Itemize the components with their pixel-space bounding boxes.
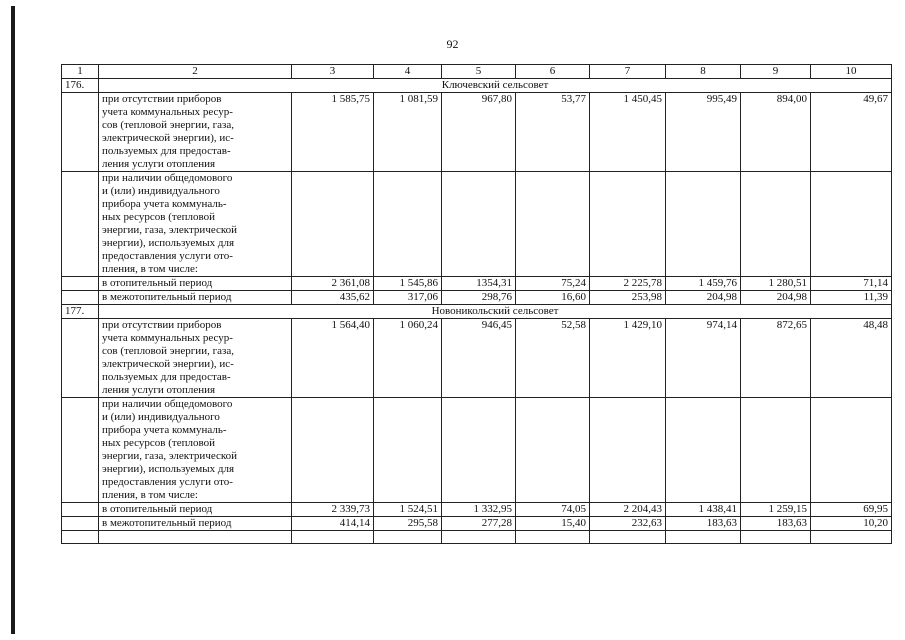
value-cell: 2 339,73: [292, 503, 374, 517]
value-cell: 974,14: [666, 319, 741, 398]
value-cell: 1 459,76: [666, 277, 741, 291]
empty-cell: [590, 531, 666, 544]
index-cell: [62, 398, 99, 503]
value-cell: 48,48: [811, 319, 892, 398]
value-cell: 74,05: [516, 503, 590, 517]
row-label: при отсутствии приборов учета коммунальных ресур- сов (тепловой энергии, газа, электрической энергии), ис- пользуемых для предостав- ления услуги отопления: [99, 93, 292, 172]
value-cell: 69,95: [811, 503, 892, 517]
index-cell: [62, 319, 99, 398]
value-cell: 946,45: [442, 319, 516, 398]
value-cell: 1 564,40: [292, 319, 374, 398]
column-header: 10: [811, 65, 892, 79]
value-cell: [516, 172, 590, 277]
empty-cell: [62, 531, 99, 544]
value-cell: [292, 172, 374, 277]
table-row: [62, 277, 892, 291]
value-cell: 1354,31: [442, 277, 516, 291]
section-header-row: [62, 305, 892, 319]
row-label: при наличии общедомового и (или) индивидуального прибора учета коммуналь- ных ресурсов (тепловой энергии, газа, электрической энергии), используемых для предоставления услуги ото- пления, в том числе:: [99, 398, 292, 503]
column-header: 5: [442, 65, 516, 79]
index-cell: [62, 93, 99, 172]
value-cell: 894,00: [741, 93, 811, 172]
section-region-name: Ключевский сельсовет: [99, 79, 892, 93]
value-cell: 204,98: [666, 291, 741, 305]
column-header: 2: [99, 65, 292, 79]
column-header: 7: [590, 65, 666, 79]
column-header: 8: [666, 65, 741, 79]
value-cell: [590, 398, 666, 503]
value-cell: [666, 172, 741, 277]
value-cell: 414,14: [292, 517, 374, 531]
value-cell: 1 060,24: [374, 319, 442, 398]
row-label: в межотопительный период: [99, 291, 292, 305]
value-cell: [442, 172, 516, 277]
value-cell: [374, 398, 442, 503]
index-cell: [62, 503, 99, 517]
empty-cell: [442, 531, 516, 544]
value-cell: 71,14: [811, 277, 892, 291]
column-header: 6: [516, 65, 590, 79]
value-cell: 2 361,08: [292, 277, 374, 291]
page-number: 92: [446, 37, 459, 51]
value-cell: 1 259,15: [741, 503, 811, 517]
value-cell: 872,65: [741, 319, 811, 398]
empty-cell: [99, 531, 292, 544]
value-cell: [516, 398, 590, 503]
index-cell: [62, 277, 99, 291]
value-cell: [666, 398, 741, 503]
value-cell: 2 204,43: [590, 503, 666, 517]
value-cell: 277,28: [442, 517, 516, 531]
table-bottom-row: [62, 531, 892, 544]
value-cell: 10,20: [811, 517, 892, 531]
value-cell: 16,60: [516, 291, 590, 305]
empty-cell: [374, 531, 442, 544]
table-row: [62, 398, 892, 503]
tariff-table: [61, 64, 892, 544]
value-cell: 1 081,59: [374, 93, 442, 172]
index-cell: [62, 172, 99, 277]
table-row: [62, 172, 892, 277]
section-index: 177.: [62, 305, 99, 319]
value-cell: 15,40: [516, 517, 590, 531]
empty-cell: [292, 531, 374, 544]
value-cell: 183,63: [741, 517, 811, 531]
row-label: в межотопительный период: [99, 517, 292, 531]
column-header: 3: [292, 65, 374, 79]
column-header: 1: [62, 65, 99, 79]
value-cell: [741, 398, 811, 503]
value-cell: 298,76: [442, 291, 516, 305]
row-label: в отопительный период: [99, 277, 292, 291]
value-cell: 995,49: [666, 93, 741, 172]
value-cell: 2 225,78: [590, 277, 666, 291]
value-cell: [590, 172, 666, 277]
value-cell: [442, 398, 516, 503]
value-cell: 232,63: [590, 517, 666, 531]
table-row: [62, 517, 892, 531]
table-row: [62, 291, 892, 305]
value-cell: 53,77: [516, 93, 590, 172]
value-cell: 1 585,75: [292, 93, 374, 172]
value-cell: 435,62: [292, 291, 374, 305]
empty-cell: [516, 531, 590, 544]
section-header-row: [62, 79, 892, 93]
column-number-row: [62, 65, 892, 79]
section-region-name: Новоникольский сельсовет: [99, 305, 892, 319]
value-cell: 52,58: [516, 319, 590, 398]
value-cell: 1 450,45: [590, 93, 666, 172]
row-label: при наличии общедомового и (или) индивидуального прибора учета коммуналь- ных ресурсов (тепловой энергии, газа, электрической энергии), используемых для предоставления услуги ото- пления, в том числе:: [99, 172, 292, 277]
empty-cell: [811, 531, 892, 544]
value-cell: 967,80: [442, 93, 516, 172]
value-cell: [374, 172, 442, 277]
value-cell: [292, 398, 374, 503]
index-cell: [62, 517, 99, 531]
page-edge-bar: [11, 6, 15, 634]
column-header: 9: [741, 65, 811, 79]
value-cell: [811, 398, 892, 503]
table-row: [62, 93, 892, 172]
value-cell: 75,24: [516, 277, 590, 291]
value-cell: 183,63: [666, 517, 741, 531]
column-header: 4: [374, 65, 442, 79]
value-cell: 49,67: [811, 93, 892, 172]
value-cell: 11,39: [811, 291, 892, 305]
value-cell: 253,98: [590, 291, 666, 305]
row-label: при отсутствии приборов учета коммунальных ресур- сов (тепловой энергии, газа, электрической энергии), ис- пользуемых для предостав- ления услуги отопления: [99, 319, 292, 398]
value-cell: [811, 172, 892, 277]
value-cell: 1 545,86: [374, 277, 442, 291]
value-cell: 1 524,51: [374, 503, 442, 517]
value-cell: 317,06: [374, 291, 442, 305]
value-cell: 1 332,95: [442, 503, 516, 517]
value-cell: 1 438,41: [666, 503, 741, 517]
table-body: [62, 65, 892, 544]
table-row: [62, 319, 892, 398]
table-row: [62, 503, 892, 517]
value-cell: [741, 172, 811, 277]
empty-cell: [741, 531, 811, 544]
value-cell: 295,58: [374, 517, 442, 531]
value-cell: 1 429,10: [590, 319, 666, 398]
row-label: в отопительный период: [99, 503, 292, 517]
section-index: 176.: [62, 79, 99, 93]
value-cell: 1 280,51: [741, 277, 811, 291]
value-cell: 204,98: [741, 291, 811, 305]
index-cell: [62, 291, 99, 305]
empty-cell: [666, 531, 741, 544]
